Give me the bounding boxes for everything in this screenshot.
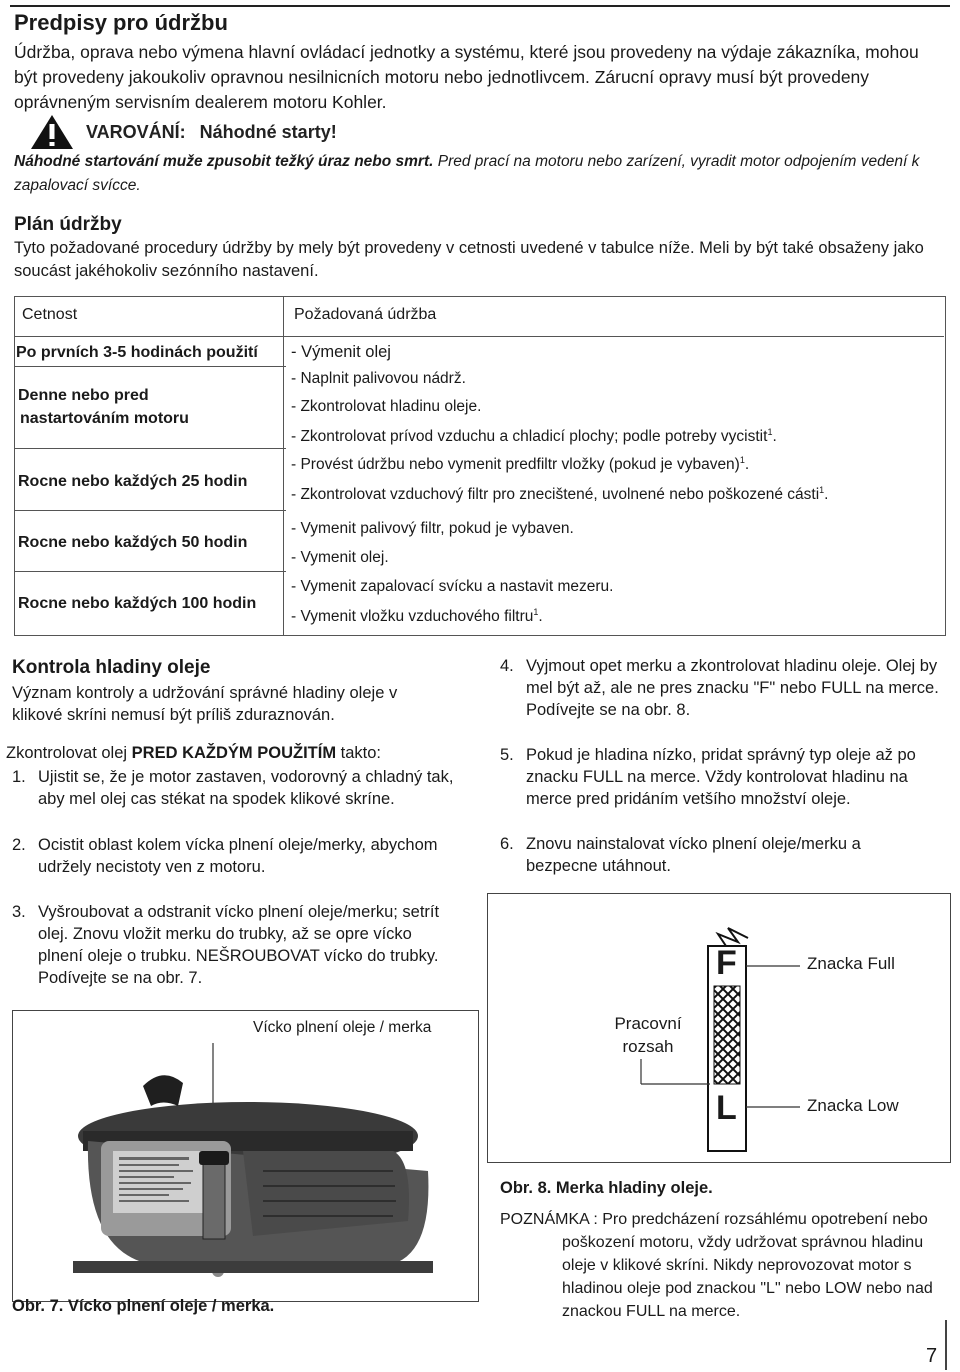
step-number: 6. [500, 835, 514, 853]
row-freq-100: Rocne nebo každých 100 hodin [18, 595, 257, 612]
footnote-mark: 1 [739, 455, 745, 465]
step-1 [12, 766, 467, 810]
oil-section [12, 657, 482, 726]
working-range-label-2: rozsah [622, 1037, 674, 1056]
check-pre: Zkontrolovat olej [6, 744, 132, 762]
note-text: Pro predcházení rozsáhlému opotrebení nebo poškození motoru, vždy udržovat správnou hladinu oleje v klikové skríni. Nikdy neprovozovat motor s hladinou oleje pod znackou "L" nebo LOW nebo nad znackou FULL na merce. [562, 1211, 933, 1320]
step-4 [500, 655, 950, 721]
warning-triangle-icon [30, 114, 74, 150]
row-task-first: - Výmenit olej [291, 343, 391, 361]
footnote-mark: 1 [819, 485, 825, 495]
page-title: Predpisy pro údržbu [14, 10, 228, 35]
check-bold: PRED KAŽDÝM POUŽITÍM [131, 744, 337, 762]
col-header-task: Požadovaná údržba [294, 306, 437, 323]
step-number: 2. [12, 836, 26, 854]
warning-bold-text: Náhodné startování muže zpusobit težký úraz nebo smrt. [14, 153, 434, 170]
task-period: . [824, 486, 829, 504]
step-text: Ujistit se, že je motor zastaven, vodorovný a chladný tak, aby mel olej cas stékat na spodek klikové skríne. [38, 768, 454, 808]
step-text: Pokud je hladina nízko, pridat správný typ oleje až po znacku FULL na merce. Vždy kontrolovat hladinu na merce pred pridáním vetšího množství oleje. [526, 746, 916, 808]
step-number: 4. [500, 657, 514, 675]
step-number: 5. [500, 746, 514, 764]
table-divider [14, 510, 286, 511]
task-period: . [538, 608, 543, 626]
row-freq-daily-1: Denne nebo pred [18, 387, 149, 404]
intro-paragraph: Údržba, oprava nebo výmena hlavní ovládací jednotky a systému, které jsou provedeny na výdaje zákazníka, mohou být provedeny jakoukoliv opravnou nesilnicních motoru nebo jednotlivcem. Zárucní opravy musí být provedeny oprávneným servisním dealerem motoru Kohler. [14, 42, 919, 112]
figure-8-caption: Obr. 8. Merka hladiny oleje. [500, 1179, 713, 1197]
table-divider [14, 336, 944, 337]
step-6 [500, 833, 900, 877]
task-text: - Vymenit vložku vzduchového filtru [291, 608, 534, 626]
task-period: . [744, 456, 750, 474]
table-divider [14, 571, 286, 572]
task-text: - Provést údržbu nebo vymenit predfiltr vložky (pokud je vybaven) [291, 456, 740, 474]
row-task-50-1: - Vymenit palivový filtr, pokud je vybaven. [291, 520, 574, 537]
warning-text [14, 150, 944, 198]
warning-body: Pred prací na motoru nebo zarízení, vyradit motor odpojením vedení k zapalovací svícce. [14, 153, 920, 194]
step-text: Znovu nainstalovat vícko plnení oleje/merku a bezpecne utáhnout. [526, 835, 861, 875]
row-task-daily-3 [291, 427, 777, 446]
oil-check-instruction [6, 742, 381, 764]
warning-heading: Náhodné starty! [199, 121, 337, 142]
plan-description: Tyto požadované procedury údržby by mely být provedeny v cetnosti uvedené v tabulce níže. Meli by být také obsaženy jako soucást jakéhokoliv sezónního nastavení. [14, 239, 924, 280]
table-column-divider [283, 296, 284, 636]
figure-8-dipstick [487, 893, 951, 1163]
step-number: 3. [12, 903, 26, 921]
dipstick-letter-l: L [716, 1089, 737, 1127]
task-text: - Zkontrolovat prívod vzduchu a chladicí plochy; podle potreby vycistit [291, 428, 768, 446]
step-text: Vyjmout opet merku a zkontrolovat hladinu oleje. Olej by mel být až, ale ne pres znacku "F" nebo FULL na merce. Podívejte se na obr. 8. [526, 657, 939, 719]
plan-title: Plán údržby [14, 214, 122, 235]
col-header-frequency: Cetnost [22, 306, 78, 323]
row-task-daily-2: - Zkontrolovat hladinu oleje. [291, 398, 482, 415]
dipstick-letter-f: F [716, 944, 737, 982]
row-freq-25: Rocne nebo každých 25 hodin [18, 473, 248, 490]
page-number: 7 [926, 1345, 938, 1367]
figure-7-engine [12, 1010, 479, 1302]
oil-description: Význam kontroly a udržování správné hladiny oleje v klikové skríni nemusí být príliš zduraznován. [12, 684, 398, 724]
top-rule [10, 5, 950, 7]
row-task-100-2 [291, 607, 543, 626]
step-text: Ocistit oblast kolem vícka plnení oleje/merky, abychom udržely necistoty ven z motoru. [38, 836, 438, 876]
note-label: POZNÁMKA : [500, 1211, 603, 1228]
step-3 [12, 901, 442, 989]
row-task-100-1: - Vymenit zapalovací svícku a nastavit mezeru. [291, 578, 614, 595]
row-task-25-2 [291, 485, 828, 504]
warning-label: VAROVÁNÍ: [86, 121, 186, 142]
row-freq-daily-2: nastartováním motoru [20, 410, 189, 427]
oil-cap-label: Vícko plnení oleje / merka [253, 1019, 432, 1036]
table-divider [14, 448, 286, 449]
check-post: takto: [336, 744, 382, 762]
oil-title: Kontrola hladiny oleje [12, 657, 211, 678]
row-task-daily-1: - Naplnit palivovou nádrž. [291, 370, 466, 387]
row-task-50-2: - Vymenit olej. [291, 549, 389, 566]
footnote-mark: 1 [533, 607, 539, 617]
warning-header [30, 114, 337, 150]
row-task-25-1 [291, 455, 749, 474]
step-text: Vyšroubovat a odstranit vícko plnení oleje/merku; setrít olej. Znovu vložit merku do trubky, až se opre vícko plnení oleje o trubku. NEŠROUBOVAT vícko do trubky. Podívejte se na obr. 7. [38, 903, 440, 987]
note-paragraph [500, 1208, 955, 1323]
low-mark-label: Znacka Low [807, 1096, 899, 1115]
working-range-label-1: Pracovní [614, 1014, 682, 1033]
engine-illustration [13, 1011, 478, 1301]
note-block [500, 1208, 955, 1323]
step-number: 1. [12, 768, 26, 786]
step-2 [12, 834, 470, 878]
full-mark-label: Znacka Full [807, 954, 895, 973]
footnote-mark: 1 [767, 427, 773, 437]
step-5 [500, 744, 950, 810]
task-text: - Zkontrolovat vzduchový filtr pro znecištené, uvolnené nebo poškozené cásti [291, 486, 820, 504]
figure-7-caption: Obr. 7. Vícko plnení oleje / merka. [12, 1297, 275, 1315]
page-edge-rule [945, 1320, 947, 1370]
maintenance-table [14, 296, 946, 636]
row-freq-first: Po prvních 3-5 hodinách použití [16, 344, 258, 361]
row-freq-50: Rocne nebo každých 50 hodin [18, 534, 248, 551]
task-period: . [772, 428, 777, 446]
table-divider [14, 366, 286, 367]
